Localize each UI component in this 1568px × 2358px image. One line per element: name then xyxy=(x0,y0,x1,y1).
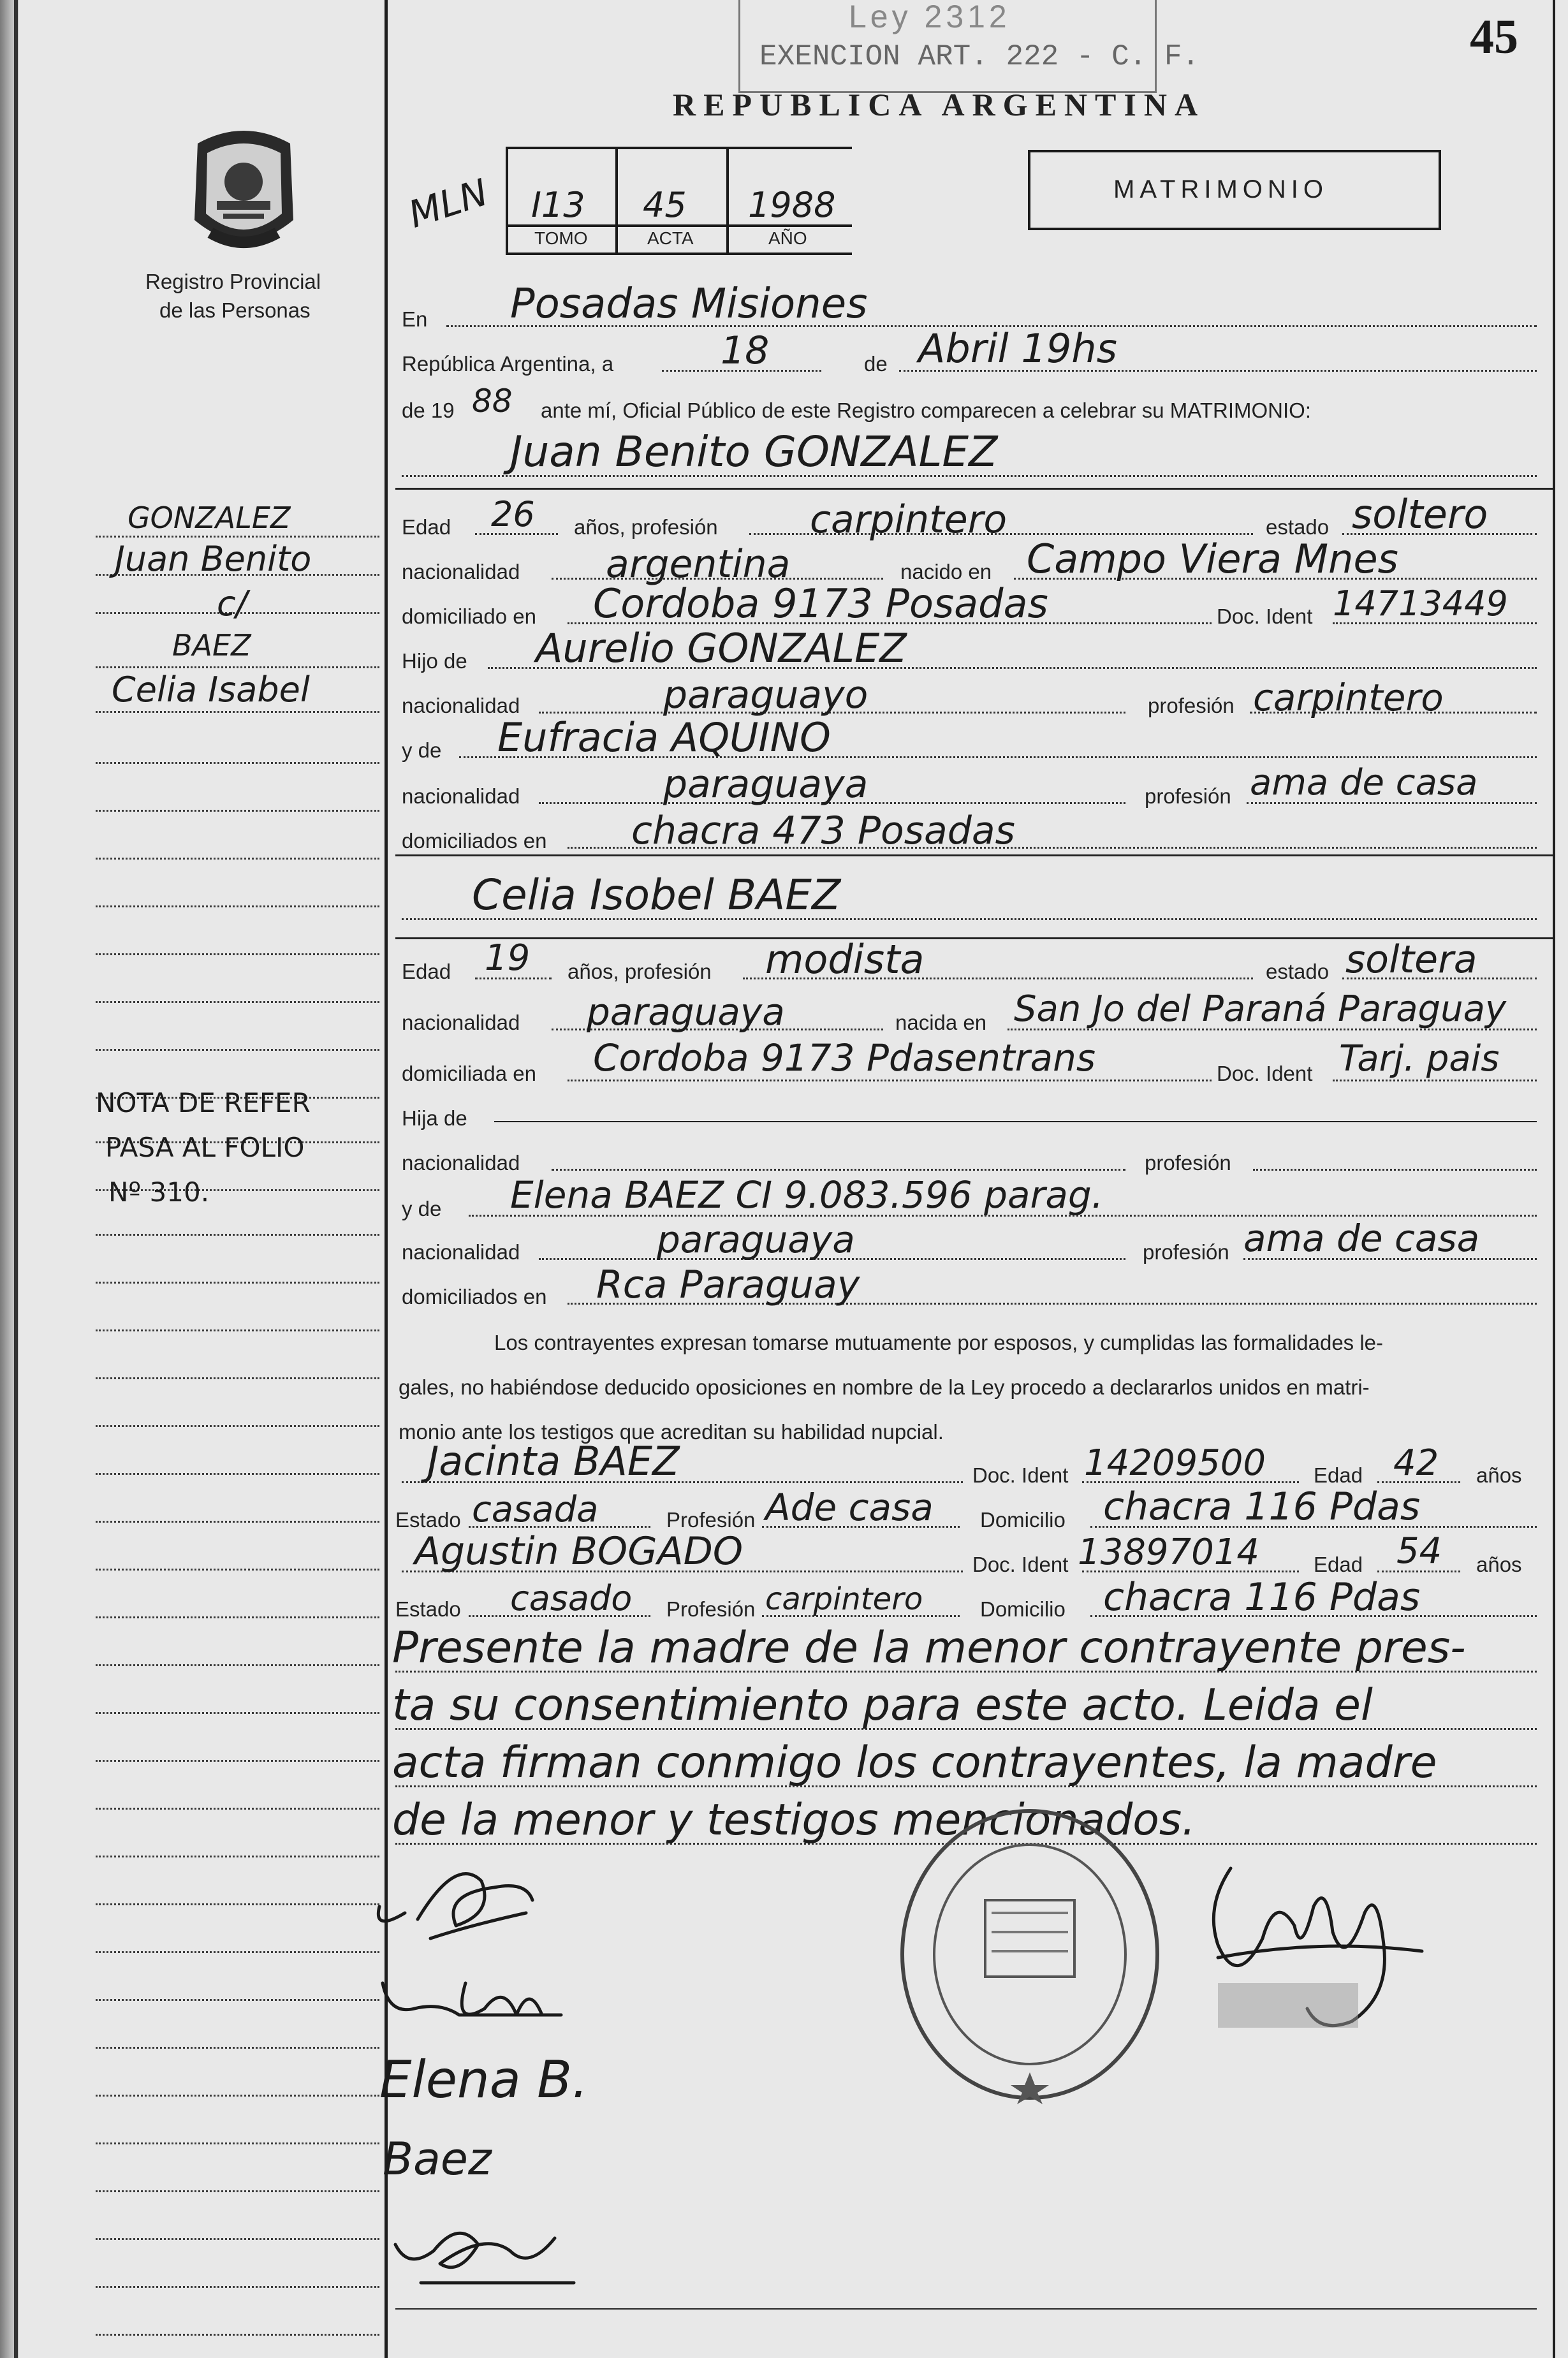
label-de-1: de xyxy=(864,352,888,376)
witness2-doc: 13897014 xyxy=(1078,1532,1260,1573)
label-hijo-de: Hijo de xyxy=(402,649,467,673)
witness1-age: 42 xyxy=(1393,1442,1439,1484)
officer-signature xyxy=(1192,1830,1447,2047)
right-border xyxy=(1553,0,1555,2358)
witness2-name: Agustin BOGADO xyxy=(414,1529,744,1574)
groom-status: soltero xyxy=(1352,491,1488,538)
margin-bride-surname: BAEZ xyxy=(172,628,251,663)
label-de19: de 19 xyxy=(402,399,455,422)
label-edad-w1: Edad xyxy=(1314,1463,1363,1487)
bride-name: Celia Isobel BAEZ xyxy=(472,870,841,919)
groom-nationality: argentina xyxy=(606,542,791,587)
label-prof-father2: profesión xyxy=(1145,1151,1231,1175)
margin-note-3: Nº 310. xyxy=(108,1176,210,1208)
label-y-de-2: y de xyxy=(402,1197,442,1220)
margin-bride-given: Celia Isabel xyxy=(112,670,310,710)
label-en: En xyxy=(402,307,428,331)
label-prof-mother2: profesión xyxy=(1143,1240,1229,1264)
witness1-address: chacra 116 Pdas xyxy=(1103,1484,1421,1529)
witness2-address: chacra 116 Pdas xyxy=(1103,1575,1421,1620)
witness2-profession: carpintero xyxy=(765,1581,923,1617)
note-line4: de la menor y testigos mencionados. xyxy=(392,1795,1196,1845)
tomo-value: I13 xyxy=(531,185,585,225)
exencion-text: EXENCION ART. 222 - C. F. xyxy=(759,40,1200,73)
groom-father-nationality: paraguayo xyxy=(663,673,868,717)
signature-5 xyxy=(383,2206,587,2296)
bride-mother-nationality: paraguaya xyxy=(657,1218,855,1261)
witness1-name: Jacinta BAEZ xyxy=(427,1438,680,1484)
groom-profession: carpintero xyxy=(810,497,1007,542)
margin-note-1: NOTA DE REFER xyxy=(96,1087,311,1118)
note-line1: Presente la madre de la menor contrayente pres- xyxy=(392,1623,1466,1673)
day-value: 18 xyxy=(721,328,770,373)
signature-1 xyxy=(367,1843,558,1951)
note-line2: ta su consentimiento para este acto. Leida el xyxy=(392,1680,1373,1731)
label-anos-w2: años xyxy=(1476,1553,1522,1576)
declaration-line3: monio ante los testigos que acreditan su habilidad nupcial. xyxy=(399,1420,944,1444)
label-prof-w1: Profesión xyxy=(666,1508,756,1532)
groom-mother-profession: ama de casa xyxy=(1250,762,1478,803)
groom-address: Cordoba 9173 Posadas xyxy=(593,580,1048,627)
registry-line2: de las Personas xyxy=(159,298,311,322)
label-nac-father2: nacionalidad xyxy=(402,1151,520,1175)
label-edad-bride: Edad xyxy=(402,960,451,983)
bride-nationality: paraguaya xyxy=(587,990,785,1034)
month-value: Abril 19hs xyxy=(918,325,1117,372)
label-prof-father1: profesión xyxy=(1148,694,1235,717)
label-nac-mother2: nacionalidad xyxy=(402,1240,520,1264)
intro-text: ante mí, Oficial Público de este Registro comparecen a celebrar su MATRIMONIO: xyxy=(541,399,1312,422)
label-nac-bride: nacionalidad xyxy=(402,1011,520,1034)
witness1-doc: 14209500 xyxy=(1084,1442,1266,1484)
label-dom-groom: domiciliado en xyxy=(402,604,536,628)
label-nac-father1: nacionalidad xyxy=(402,694,520,717)
label-prof-mother1: profesión xyxy=(1145,784,1231,808)
anio-value: 1988 xyxy=(748,185,836,225)
label-anos-prof-groom: años, profesión xyxy=(574,515,718,539)
label-nac-mother1: nacionalidad xyxy=(402,784,520,808)
label-y-de-1: y de xyxy=(402,738,442,762)
label-prof-w2: Profesión xyxy=(666,1597,756,1621)
label-republica: República Argentina, a xyxy=(402,352,614,376)
bride-profession: modista xyxy=(765,936,925,983)
label-anos-prof-bride: años, profesión xyxy=(568,960,712,983)
official-registry-seal xyxy=(896,1805,1164,2104)
groom-mother: Eufracia AQUINO xyxy=(497,714,831,761)
groom-father-profession: carpintero xyxy=(1253,676,1444,719)
note-line3: acta firman conmigo los contrayentes, la madre xyxy=(392,1738,1437,1788)
registry-line1: Registro Provincial xyxy=(145,270,321,293)
place-value: Posadas Misiones xyxy=(510,281,868,328)
tomo-acta-box xyxy=(506,147,852,255)
label-dom-w2: Domicilio xyxy=(980,1597,1066,1621)
label-doc-bride: Doc. Ident xyxy=(1217,1062,1313,1085)
witness2-age: 54 xyxy=(1396,1530,1442,1572)
label-dom-bride: domiciliada en xyxy=(402,1062,536,1085)
anio-label: AÑO xyxy=(768,228,807,248)
bride-status: soltera xyxy=(1345,937,1477,982)
groom-father: Aurelio GONZALEZ xyxy=(536,625,907,671)
signature-2 xyxy=(370,1958,587,2047)
bride-mother: Elena BAEZ CI 9.083.596 parag. xyxy=(510,1173,1104,1217)
label-nacido-en: nacido en xyxy=(900,560,992,583)
label-estado-groom: estado xyxy=(1266,515,1330,539)
label-nac-groom: nacionalidad xyxy=(402,560,520,583)
bride-doc: Tarj. pais xyxy=(1339,1038,1500,1080)
label-doc-groom: Doc. Ident xyxy=(1217,604,1313,628)
groom-parents-address: chacra 473 Posadas xyxy=(631,809,1015,853)
label-domiciliados-1: domiciliados en xyxy=(402,829,547,853)
ley-text: Ley 2312 xyxy=(849,0,1011,34)
bride-birthplace: San Jo del Paraná Paraguay xyxy=(1014,988,1507,1030)
witness1-status: casada xyxy=(472,1489,599,1530)
witness2-status: casado xyxy=(510,1578,633,1618)
groom-name: Juan Benito GONZALEZ xyxy=(510,427,998,476)
provincial-seal-icon xyxy=(185,124,303,255)
margin-groom-surname: GONZALEZ xyxy=(128,501,291,535)
tomo-label: TOMO xyxy=(534,228,588,248)
binding-edge xyxy=(14,0,18,2358)
margin-note-2: PASA AL FOLIO xyxy=(105,1132,305,1163)
label-edad-groom: Edad xyxy=(402,515,451,539)
label-dom-w1: Domicilio xyxy=(980,1508,1066,1532)
folio-number: 45 xyxy=(1470,10,1518,64)
label-estado-bride: estado xyxy=(1266,960,1330,983)
groom-doc: 14713449 xyxy=(1333,583,1508,624)
bride-age: 19 xyxy=(485,937,531,979)
groom-age: 26 xyxy=(491,494,535,534)
exemption-stamp xyxy=(738,0,1200,93)
label-doc-w1: Doc. Ident xyxy=(972,1463,1069,1487)
signature-3: Elena B. xyxy=(379,2050,589,2109)
witness1-profession: Ade casa xyxy=(765,1486,934,1529)
signature-4: Baez xyxy=(383,2133,492,2185)
label-estado-w2: Estado xyxy=(395,1597,461,1621)
country-heading: REPUBLICA ARGENTINA xyxy=(673,87,1206,122)
groom-birthplace: Campo Viera Mnes xyxy=(1027,536,1398,582)
act-type-box xyxy=(1028,150,1441,230)
mln-annotation: MLN xyxy=(403,170,494,237)
act-type: MATRIMONIO xyxy=(1113,175,1329,203)
groom-mother-nationality: paraguaya xyxy=(663,762,868,807)
label-nacida-en: nacida en xyxy=(895,1011,987,1034)
margin-groom-given: Juan Benito xyxy=(115,539,312,579)
label-doc-w2: Doc. Ident xyxy=(972,1553,1069,1576)
label-domiciliados-2: domiciliados en xyxy=(402,1285,547,1308)
bride-address: Cordoba 9173 Pdasentrans xyxy=(593,1036,1096,1080)
bride-parents-address: Rca Paraguay xyxy=(596,1263,860,1307)
label-anos-w1: años xyxy=(1476,1463,1522,1487)
year-value: 88 xyxy=(472,383,513,420)
label-hija-de: Hija de xyxy=(402,1106,467,1130)
acta-label: ACTA xyxy=(647,228,694,248)
label-edad-w2: Edad xyxy=(1314,1553,1363,1576)
declaration-line2: gales, no habiéndose deducido oposiciones en nombre de la Ley procedo a declararlos unidos en matri- xyxy=(399,1375,1370,1399)
acta-value: 45 xyxy=(643,185,687,225)
bride-mother-profession: ama de casa xyxy=(1243,1217,1480,1260)
label-estado-w1: Estado xyxy=(395,1508,461,1532)
margin-con: c/ xyxy=(217,583,247,624)
declaration-line1: Los contrayentes expresan tomarse mutuamente por esposos, y cumplidas las formalidades le- xyxy=(494,1331,1384,1354)
